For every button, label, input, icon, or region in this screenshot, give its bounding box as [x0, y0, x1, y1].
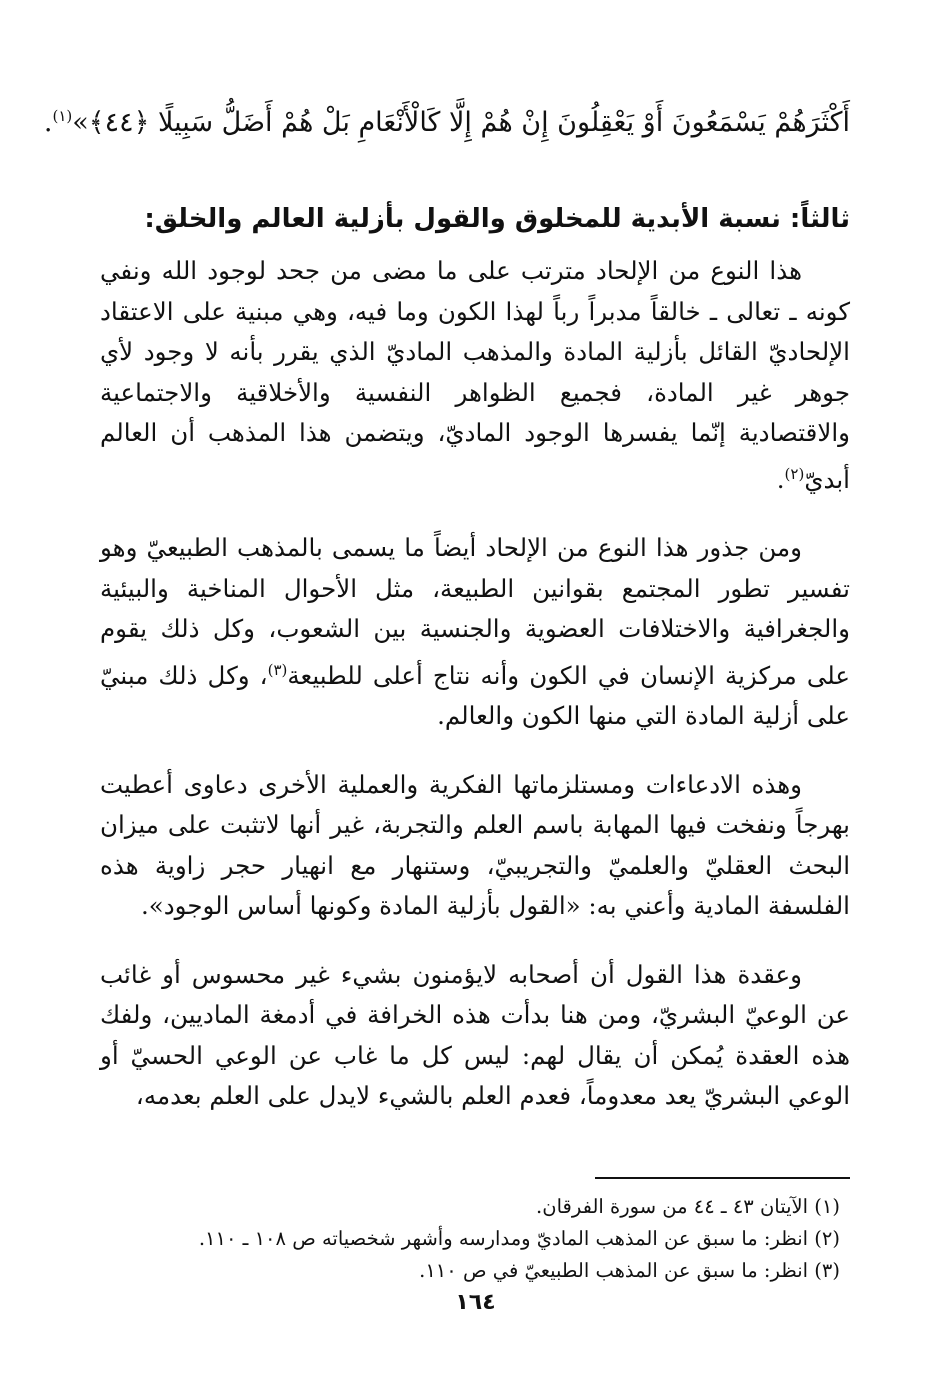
section-heading: ثالثاً: نسبة الأبدية للمخلوق والقول بأزلية العالم والخلق: [144, 204, 850, 234]
footnote-3 [100, 1255, 840, 1287]
verse-text: أَكْثَرَهُمْ يَسْمَعُونَ أَوْ يَعْقِلُونَ إِنْ هُمْ إِلَّا كَالْأَنْعَامِ بَلْ هُمْ أَضَلُّ سَبِيلًا ﴿٤٤﴾» [72, 107, 850, 138]
footnote-ref-3: (٣) [267, 660, 288, 679]
footnotes [100, 1191, 850, 1287]
paragraph-3 [100, 765, 850, 927]
verse-footnote-marker: (١) [52, 107, 73, 125]
footnote-text: انظر: ما سبق عن المذهب الماديّ ومدارسه وأشهر شخصياته ص ١٠٨ ـ ١١٠. [198, 1226, 809, 1250]
page-number: ١٦٤ [455, 1290, 496, 1315]
footnote-number: (٣) [814, 1258, 840, 1282]
paragraph-after: ، وكل ذلك مبنيّ على أزلية المادة التي منها الكون والعالم. [100, 660, 850, 731]
footnote-ref-2: (٢) [784, 464, 805, 483]
paragraph-text: هذا النوع من الإلحاد مترتب على ما مضى من جحد لوجود الله ونفي كونه ـ تعالى ـ خالقاً مدبراً رباً لهذا الكون وما فيه، وهي مبنية على الاعتقاد الإلحاديّ القائل بأزلية المادة والمذهب الماديّ الذي يقرر بأنه لا وجود لأي جوهر غير المادة، فجميع الظواهر النفسية والأخلاقية والاجتماعية والاقتصادية إنّما يفسرها الوجود الماديّ، ويتضمن هذا المذهب أن العالم أبديّ [100, 256, 850, 494]
footnote-text: الآيتان ٤٣ ـ ٤٤ من سورة الفرقان. [536, 1194, 809, 1218]
footnote-divider [595, 1177, 850, 1179]
book-page [43, 92, 850, 1287]
paragraph-1 [100, 251, 850, 500]
paragraph-text: وعقدة هذا القول أن أصحابه لايؤمنون بشيء غير محسوس أو غائب عن الوعيّ البشريّ، ومن هنا بدأت هذه الخرافة في أدمغة الماديين، ولفك هذه العقدة يُمكن أن يقال لهم: ليس كل ما غاب عن الوعي الحسيّ أو الوعي البشريّ يعد معدوماً، فعدم العلم بالشيء لايدل على العلم بعدمه، [100, 959, 850, 1111]
footnote-2 [100, 1223, 840, 1255]
paragraph-text: وهذه الادعاءات ومستلزماتها الفكرية والعملية الأخرى دعاوى أعطيت بهرجاً ونفخت فيها المهابة باسم العلم والتجربة، غير أنها لاتثبت على ميزان البحث العقليّ والعلميّ والتجريبيّ، وستنهار مع انهيار حجر زاوية هذه الفلسفة المادية وأعني به: «القول بأزلية المادة وكونها أساس الوجود». [100, 769, 850, 921]
footnote-number: (١) [814, 1194, 840, 1218]
paragraph-after: . [776, 464, 785, 494]
footnote-text: انظر: ما سبق عن المذهب الطبيعيّ في ص ١١٠. [419, 1258, 809, 1282]
paragraph-text: ومن جذور هذا النوع من الإلحاد أيضاً ما يسمى بالمذهب الطبيعيّ وهو تفسير تطور المجتمع بقوانين الطبيعة، مثل الأحوال المناخية والبيئية والجغرافية والاختلافات العضوية والجنسية بين الشعوب، وكل ذلك يقوم على مركزية الإنسان في الكون وأنه نتاج أعلى للطبيعة [100, 533, 850, 690]
paragraph-2 [100, 528, 850, 737]
footnote-number: (٢) [814, 1226, 840, 1250]
paragraph-4 [100, 955, 850, 1117]
footnote-1 [100, 1191, 840, 1223]
quran-verse: أَكْثَرَهُمْ يَسْمَعُونَ أَوْ يَعْقِلُونَ إِنْ هُمْ إِلَّا كَالْأَنْعَامِ بَلْ هُمْ أَضَلُّ سَبِيلًا ﴿٤٤﴾»$^{(١)}$. [43, 107, 850, 138]
